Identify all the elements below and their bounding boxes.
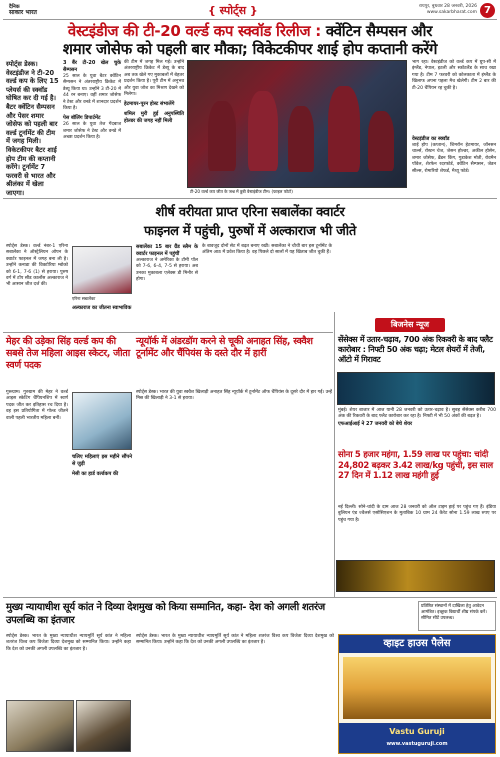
divider xyxy=(3,332,333,333)
advertisement[interactable] xyxy=(338,634,496,754)
business-subheading-1: एफआईआई ने 27 जनवरी को बेचे शेयर xyxy=(338,420,413,427)
column-divider xyxy=(334,312,335,597)
lead-col3-subheading2: शमिल मुरी हुई अनुपस्थिति होल्डर की जगह नहीं मिली xyxy=(124,111,184,125)
divider xyxy=(3,597,497,598)
story5-text-continued: स्पोर्ट्स डेस्क। भारत के मुख्य न्यायाधीश न्यायमूर्ति सूर्य कांत ने महिला शतरंज विश्व कप विजेता दिव्या देशमुख को सम्मानित किया। उन्होंने कहा कि देश को उनकी अगली उपलब्धि का इंतजार है। xyxy=(136,634,334,646)
page-number-badge: 7 xyxy=(480,3,495,18)
squad-heading: वेस्टइंडीज का स्क्वॉड xyxy=(412,136,450,142)
lead-headline-line2: शमार जोसेफ को पहली बार मौका; विकेटकीपर शाई होप कप्तानी करेंगे xyxy=(62,40,438,58)
skater-photo xyxy=(72,392,132,450)
business-headline-1: सेंसेक्स में उतार-चढ़ाव, 700 अंक रिकवरी के बाद फ्लैट कारोबार : निफ्टी 50 अंक चढ़ा; मेटल शेयरों में तेजी, ऑटो में गिरावट xyxy=(338,335,493,364)
story2-column-4: के बावजूद दोनों सेट में बढ़त बनाए रखी। सबालेंका ने चौथी बार इस टूर्नामेंट के अंतिम आठ में प्रवेश किया है। वह पिछले दो सालों में यह खिताब जीत चुकी हैं। xyxy=(202,244,332,256)
ad-footer xyxy=(339,723,495,753)
section-title: { स्पोर्ट्स } xyxy=(208,4,258,17)
story3-subheading: चलिए महिलाएं इस महीने सौंपने से जुड़ी xyxy=(72,454,132,467)
lead-col2-text: 25 साल के युवा बैटर क्वेंटिन सैम्पसन ने अंतरराष्ट्रीय क्रिकेट में डेब्यू किया था। उन्होंने 3 टी-20 में 44 रन बनाए। वहीं शमार जोसेफ ने टेस्ट और वनडे में शानदार प्रदर्शन किया है। xyxy=(63,74,121,112)
lead-right-text: भाग रहा। वेस्टइंडीज को वर्ल्ड कप में ग्रुप-सी में इंग्लैंड, नेपाल, इटली और स्कॉटलैंड के साथ रखा गया है। टीम 7 फरवरी को कोलकाता में इंग्लैंड के खिलाफ अपना पहला मैच खेलेगी। टीम 2 बार की टी-20 चैंपियन रह चुकी है। xyxy=(412,60,496,91)
logo-name: साकार भारत xyxy=(9,9,37,16)
story2-subheading-a: अल्काराज का जीतना स्वाभाविक xyxy=(72,305,132,311)
story2-column-1: स्पोर्ट्स डेस्क। वर्ल्ड नंबर-1 एरिना सबालेंका ने ऑस्ट्रेलियन ओपन के क्वार्टर फाइनल में जगह बना ली है। उन्होंने कनाडा की विक्टोरिया म्बोको को 6-1, 7-6 (1) से हराया। पुरुष वर्ग में टॉप सीड कार्लोस अल्काराज ने भी आसान जीत दर्ज की। xyxy=(6,244,68,288)
lead-col2-text2: 26 साल के युवा तेज गेंदबाज शमार जोसेफ ने टेस्ट और वनडे में अच्छा प्रदर्शन किया है। xyxy=(63,122,121,141)
story2-headline-line1: शीर्ष वरीयता प्राप्त एरिना सबालेंका क्वार्टर xyxy=(155,205,345,220)
divider xyxy=(3,198,497,199)
sabalenka-photo xyxy=(72,246,132,294)
publication-logo xyxy=(9,4,37,16)
story5-text: स्पोर्ट्स डेस्क। भारत के मुख्य न्यायाधीश न्यायमूर्ति सूर्य कांत ने महिला शतरंज विश्व कप विजेता दिव्या देशमुख को सम्मानित किया। उन्होंने कहा कि देश को उनकी अगली उपलब्धि का इंतजार है। xyxy=(6,634,131,652)
gold-jewellery-photo xyxy=(336,560,495,592)
lead-col2-heading: 3 बैंर टी-20 खेल चुके सैम्पसन xyxy=(63,60,121,73)
issue-date: रायपुर, बुधवार 28 जनवरी, 2026 xyxy=(419,4,477,9)
lead-column-3 xyxy=(124,60,184,190)
ad-title: व्हाइट हाउस पैलेस xyxy=(339,635,495,653)
lead-headline-black: क्वेंटिन सैम्पसन और xyxy=(320,22,433,40)
business-body-1: मुंबई। शेयर बाजार में आज यानी 28 जनवरी को उतार-चढ़ाव है। सुबह सेंसेक्स करीब 700 अंक की रिकवरी के बाद फ्लैट कारोबार कर रहा है। निफ्टी में भी 50 अंकों की बढ़त है। xyxy=(338,408,496,420)
sabalenka-photo-caption: एरिना सबालेंका xyxy=(72,296,96,301)
story3-column-2 xyxy=(72,454,132,560)
chess-board-photo xyxy=(76,700,131,752)
squad-list: शाई होप (कप्तान), शिमरॉन हेटमायर, जॉनसन चार्ल्स, रोस्टन चेज, जेसन होल्डर, अकील होसेन, शमार जोसेफ, ब्रैंडन किंग, गुडाकेश मोती, रोवमैन पॉवेल, शेरफेन रदरफोर्ड, क्वेंटिन सैम्पसन, जेडन सील्स, रोमारियो शेफर्ड, मैथ्यू फोर्ड। xyxy=(412,143,496,174)
story4-headline: न्यूयॉर्क में अंडरडॉग करने से चूकी अनाहत सिंह, स्क्वैश टूर्नामेंट और चैंपियंस के दस्ते दौर में हारीं xyxy=(136,336,313,359)
story4-text: स्पोर्ट्स डेस्क। भारत की युवा स्क्वैश खिलाड़ी अनाहत सिंह न्यूयॉर्क में टूर्नामेंट ऑफ चैंपियंस के दूसरे दौर में हार गईं। उन्हें मिस्र की खिलाड़ी ने 3-1 से हराया। xyxy=(136,390,332,402)
date-line xyxy=(381,4,477,16)
notice-box: प्रतिष्ठित संस्थानों में दाखिला हेतु आवेदन आमंत्रित। इच्छुक विद्यार्थी शीघ्र संपर्क करें। सीमित सीटें उपलब्ध। xyxy=(418,601,496,631)
story2-column-3 xyxy=(136,244,198,330)
story2-text-c: अल्काराज ने अमेरिका के टॉमी पॉल को 7-6, 6-4, 7-5 से हराया। अब उनका मुकाबला एलेक्स डी मिनौर से होगा। xyxy=(136,258,198,283)
story3-headline: मेहर की उड़ेका सिंह वर्ल्ड कप की सबसे तेज महिला आइस स्केटर, जीता स्वर्ण पदक xyxy=(6,336,130,371)
story3-subheading2: मेसी का हार्ड वर्ल्डकप की xyxy=(72,471,119,477)
masthead xyxy=(3,2,497,20)
story2-headline-line2: फाइनल में पहुंची, पुरुषों में अल्काराज भी जीते xyxy=(144,224,356,239)
lead-column-2 xyxy=(63,60,121,190)
squad-box xyxy=(412,136,496,196)
ad-brand: Vastu Guruji xyxy=(389,727,445,736)
lead-col3-text: की टीम में जगह मिल गई। उन्होंने अंतरराष्ट्रीय क्रिकेट में डेब्यू के बाद अब तक खेले गए मुकाबलों में बेहतर प्रदर्शन किया है। पूरी टीम में अनुभव और युवा जोश का मिश्रण देखने को मिलेगा। xyxy=(124,60,184,98)
story3-column-1: गुरूग्राम। गुरुग्राम की मेहर ने वर्ल्ड आइस स्केटिंग चैंपियनशिप में स्वर्ण पदक जीत कर इतिहास रच दिया है। वह इस प्रतियोगिता में गोल्ड जीतने वाली पहली भारतीय महिला बनीं। xyxy=(6,390,68,421)
lead-headline-red: वेस्टइंडीज की टी-20 वर्ल्ड कप स्क्वॉड रिलीज : xyxy=(67,22,321,40)
lead-photo-caption: टी-20 वर्ल्ड कप जीत के जश्न में डूबी वेस्टइंडीज टीम। (फाइल फोटो) xyxy=(190,189,293,194)
business-text-2: नई दिल्ली। सोने-चांदी के दाम आज 28 जनवरी को ऑल टाइम हाई पर पहुंच गए हैं। इंडिया बुलियन एंड ज्वैलर्स एसोसिएशन के मुताबिक 10 ग्राम 24 कैरेट सोना 1.59 लाख रुपए पर पहुंच गया है। xyxy=(338,505,496,523)
ad-image xyxy=(343,657,491,719)
team-celebration-photo xyxy=(187,60,407,188)
divya-deshmukh-photo xyxy=(6,700,74,752)
ad-website[interactable]: www.vastuguruji.com xyxy=(386,741,448,747)
website-url[interactable]: www.sakarbharat.com xyxy=(426,10,477,15)
stock-market-photo xyxy=(337,372,495,405)
lead-col3-subheading: हेटमायर-पूरन होस्ट संभालेंगे xyxy=(124,101,175,108)
story5-headline: मुख्य न्यायाधीश सूर्य कांत ने दिव्या देशमुख को किया सम्मानित, कहा- देश को अगली शतरंज उपलब्धि का इंतजार xyxy=(6,602,325,626)
lead-headline-line1 xyxy=(5,22,495,40)
story2-subheading-b: सबालेंका 15 बार ग्रैंड स्लैम के क्वार्टर फाइनल में पहुंचीं xyxy=(136,244,198,257)
business-news-tag: बिजनेस न्यूज xyxy=(375,318,445,332)
business-headline-2: सोना 5 हजार महंगा, 1.59 लाख पर पहुंचा: चांदी 24,802 बढ़कर 3.42 लाख/kg पहुंची, इस साल 27 दिन में 1.12 लाख महंगी हुई xyxy=(338,450,493,481)
lead-col2-subheading: पेस बॉलिंग डिपार्टमेंट xyxy=(63,115,101,122)
logo-small: दैनिक xyxy=(9,4,20,10)
story2-sub-box xyxy=(72,305,132,331)
business-text-1 xyxy=(338,408,496,448)
lead-intro: स्पोर्ट्स डेस्क। वेस्टइंडीज ने टी-20 वर्ल्ड कप के लिए 15 प्लेयर्स की स्क्वॉड घोषित कर दी गई है। बैटर क्वेंटिन सैम्पसन और पेसर शमार जोसेफ को पहली बार वर्ल्ड टूर्नामेंट की टीम में जगह मिली। विकेटकीपर बैटर शाई होप टीम की कप्तानी करेंगे। टूर्नामेंट 7 फरवरी से भारत और श्रीलंका में खेला जाएगा। xyxy=(6,60,59,197)
